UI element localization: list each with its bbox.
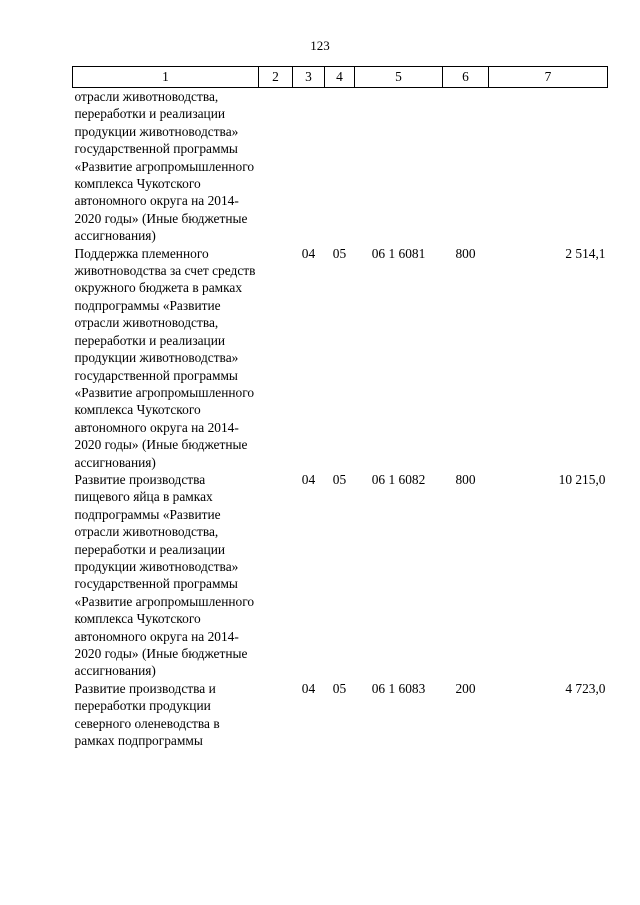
header-col-6: 6	[443, 67, 489, 88]
row-col-5: 06 1 6082	[371, 471, 426, 487]
budget-table	[72, 66, 608, 749]
row-col-4: 05	[332, 245, 347, 261]
page-number: 123	[310, 38, 330, 53]
header-col-3: 3	[293, 67, 325, 88]
row-col-6: 200	[455, 680, 476, 696]
table-row	[73, 245, 608, 471]
row-col-4: 05	[332, 680, 347, 696]
row-name: отрасли животноводства, переработки и реализации продукции животноводства» государственной программы «Развитие агропромышленного комплекса Чукотского автономного округа на 2014-2020 годы» (Иные бюджетные ассигнования)	[74, 89, 255, 244]
row-name: Развитие производства пищевого яйца в рамках подпрограммы «Развитие отрасли животноводства, переработки и реализации продукции животноводства» государственной программы «Развитие агропромышленного комплекса Чукотского автономного округа на 2014-2020 годы» (Иные бюджетные ассигнования)	[74, 471, 255, 679]
row-col-4: 05	[332, 471, 347, 487]
header-col-4: 4	[325, 67, 355, 88]
row-col-3: 04	[301, 680, 316, 696]
row-col-7: 2 514,1	[565, 245, 606, 261]
row-col-3	[293, 88, 325, 245]
row-col-2	[259, 88, 293, 245]
row-col-6	[443, 88, 489, 245]
table-row	[73, 88, 608, 245]
row-col-6: 800	[455, 471, 476, 487]
row-col-7: 10 215,0	[558, 471, 606, 487]
row-name: Поддержка племенного животноводства за счет средств окружного бюджета в рамках подпрограммы «Развитие отрасли животноводства, переработки и реализации продукции животноводства» государственной программы «Развитие агропромышленного комплекса Чукотского автономного округа на 2014-2020 годы» (Иные бюджетные ассигнования)	[74, 245, 256, 470]
row-col-5: 06 1 6081	[371, 245, 426, 261]
row-col-7	[489, 88, 608, 245]
header-col-5: 5	[355, 67, 443, 88]
row-col-5: 06 1 6083	[371, 680, 426, 696]
row-col-4	[325, 88, 355, 245]
table-header	[73, 67, 608, 88]
row-col-7: 4 723,0	[565, 680, 606, 696]
row-col-2	[259, 245, 293, 471]
header-col-2: 2	[259, 67, 293, 88]
row-name: Развитие производства и переработки продукции северного оленеводства в рамках подпрограммы	[74, 680, 220, 749]
header-col-7: 7	[489, 67, 608, 88]
table-row	[73, 471, 608, 680]
row-col-3: 04	[301, 245, 316, 261]
row-col-6: 800	[455, 245, 476, 261]
header-row	[73, 67, 608, 88]
row-col-5	[355, 88, 443, 245]
row-col-3: 04	[301, 471, 316, 487]
header-col-1: 1	[73, 67, 259, 88]
table-row	[73, 680, 608, 750]
row-col-2	[259, 680, 293, 750]
row-col-2	[259, 471, 293, 680]
table-body	[73, 88, 608, 750]
